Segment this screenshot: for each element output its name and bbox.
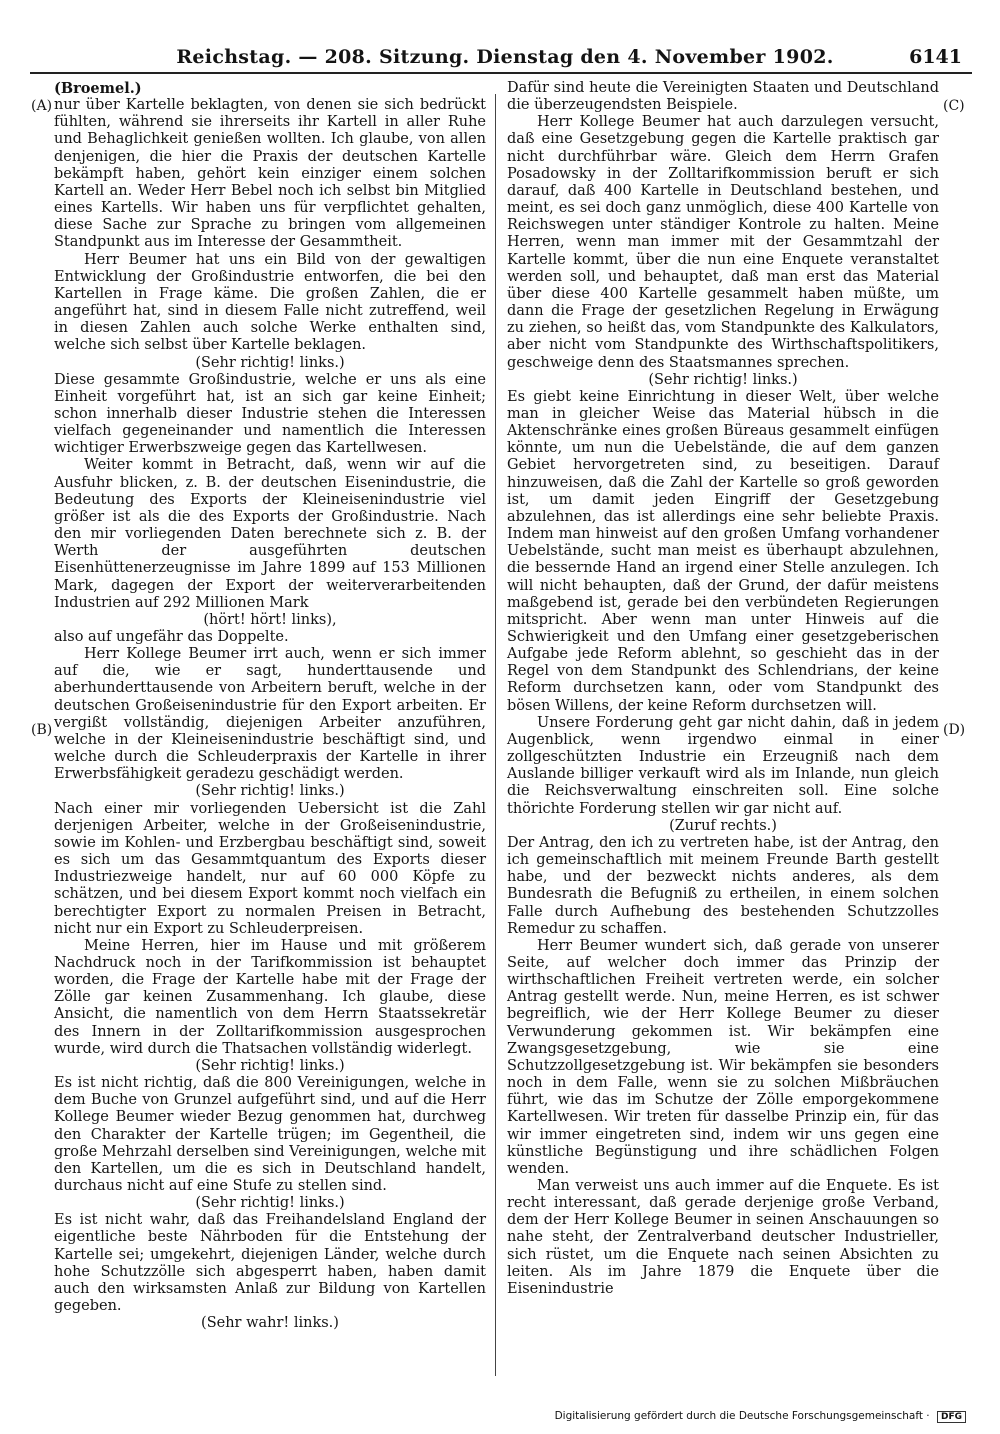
header-rule	[30, 72, 972, 74]
paragraph: Herr Beumer hat uns ein Bild von der gewaltigen Entwicklung der Großindustrie entworfen, die bei den Kartellen in Frage käme. Die großen Zahlen, die er angeführt hat, sind in diesem Falle nicht zutreffend, weil in diesen Zahlen auch solche Werke enthalten sind, welche sich selbst über Kartelle beklagen.	[54, 251, 486, 354]
paragraph: Es giebt keine Einrichtung in dieser Welt, über welche man in gleicher Weise das Material hübsch in die Aktenschränke eines großen Büreaus gesammelt einfügen könnte, um nun die Uebelstände, die auf dem ganzen Gebiet hervorgetreten sind, zu beseitigen. Darauf hinzuweisen, daß die Zahl der Kartelle so groß geworden ist, um damit jeden Eingriff der Gesetzgebung abzulehnen, das ist allerdings eine sehr beliebte Praxis. Indem man hinweist auf den großen Umfang vorhandener Uebelstände, sucht man meist es überhaupt abzulehnen, die bessernde Hand an irgend einer Stelle anzulegen. Ich will nicht behaupten, daß der Grund, der dafür meistens maßgebend ist, gerade bei den verbündeten Regierungen mitspricht. Aber wenn man unter Hinweis auf die Schwierigkeit und den Umfang einer gesetzgeberischen Aufgabe jede Reform ablehnt, so geschieht das in der Regel von dem Standpunkt des Schlendrians, der keine Reform durchsetzen kann, oder vom Standpunkt des bösen Willens, der keine Reform durchsetzen will.	[507, 388, 939, 714]
left-column	[54, 80, 486, 1332]
paragraph: Der Antrag, den ich zu vertreten habe, ist der Antrag, den ich gemeinschaftlich mit meinem Freunde Barth gestellt habe, und der bezweckt nichts anderes, als dem Bundesrath die Befugniß zu ertheilen, in einem solchen Falle durch Aufhebung des bestehenden Schutzzolles Remedur zu schaffen.	[507, 834, 939, 937]
paragraph: Dafür sind heute die Vereinigten Staaten und Deutschland die überzeugendsten Beispiele.	[507, 80, 939, 114]
interjection: (Zuruf rechts.)	[669, 817, 777, 834]
interjection: (Sehr richtig! links.)	[195, 783, 345, 800]
interjection: (Sehr richtig! links.)	[648, 371, 798, 388]
column-divider	[495, 94, 496, 1376]
paragraph: Herr Kollege Beumer irrt auch, wenn er sich immer auf die, wie er sagt, hunderttausende und aberhunderttausende von Arbeitern beruft, welche in der deutschen Großeisenindustrie für den Export arbeiten. Er vergißt vollständig, diejenigen Arbeiter anzuführen, welche in der Kleineisenindustrie beschäftigt sind, und welche durch die Schleuderpraxis der Kartelle in ihrer Erwerbsfähigkeit geradezu geschädigt werden.	[54, 646, 486, 783]
page-header-title: Reichstag. — 208. Sitzung. Dienstag den 4. November 1902.	[176, 46, 834, 68]
paragraph: Weiter kommt in Betracht, daß, wenn wir auf die Ausfuhr blicken, z. B. der deutschen Eisenindustrie, die Bedeutung des Exports der Kleineisenindustrie viel größer ist als die des Exports der Großindustrie. Nach den mir vorliegenden Daten berechnete sich z. B. der Werth der ausgeführten deutschen Eisenhüttenerzeugnisse im Jahre 1899 auf 153 Millionen Mark, dagegen der Export der weiterverarbeitenden Industrien auf 292 Millionen Mark	[54, 457, 486, 611]
paragraph: Es ist nicht richtig, daß die 800 Vereinigungen, welche in dem Buche von Grunzel aufgeführt sind, und auf die Herr Kollege Beumer wieder Bezug genommen hat, durchweg den Charakter der Kartelle trügen; im Gegentheil, die große Mehrzahl derselben sind Vereinigungen, welche mit den Kartellen, um die es sich in Deutschland handelt, durchaus nicht auf eine Stufe zu stellen sind.	[54, 1075, 486, 1194]
paragraph: Diese gesammte Großindustrie, welche er uns als eine Einheit vorgeführt hat, ist an sich gar keine Einheit; schon innerhalb dieser Industrie stehen die Interessen vielfach gegeneinander und namentlich die Interessen wichtiger Erwerbszweige gegen das Kartellwesen.	[54, 371, 486, 457]
interjection: (Sehr wahr! links.)	[201, 1315, 339, 1332]
interjection: (hört! hört! links),	[203, 611, 337, 628]
paragraph: Man verweist uns auch immer auf die Enquete. Es ist recht interessant, daß gerade derjenige große Verband, dem der Herr Kollege Beumer in seinen Anschauungen so nahe steht, der Zentralverband deutscher Industrieller, sich rüstet, um die Enquete nach seinen Absichten zu leiten. Als im Jahre 1879 die Enquete über die Eisenindustrie	[507, 1178, 939, 1297]
paragraph: Herr Kollege Beumer hat auch darzulegen versucht, daß eine Gesetzgebung gegen die Kartelle praktisch gar nicht durchführbar wäre. Gleich dem Herrn Grafen Posadowsky in der Zolltarifkommission beruft er sich darauf, daß 400 Kartelle in Deutschland bestehen, und meint, es sei doch ganz unmöglich, diese 400 Kartelle von Reichswegen unter ständiger Kontrole zu halten. Meine Herren, wenn man immer mit der Gesammtzahl der Kartelle kommt, über die nun eine Enquete veranstaltet werden soll, und behauptet, daß man erst das Material über diese 400 Kartelle gesammelt haben müßte, um dann die Frage der gesetzlichen Regelung in Erwägung zu ziehen, so heißt das, vom Standpunkte des Kalkulators, aber nicht vom Standpunkte des Wirthschaftspolitikers, geschweige denn des Staatsmannes sprechen.	[507, 114, 939, 371]
margin-marker-c: (C)	[943, 98, 965, 114]
interjection: (Sehr richtig! links.)	[195, 1057, 345, 1074]
paragraph: also auf ungefähr das Doppelte.	[54, 629, 289, 645]
paragraph: nur über Kartelle beklagten, von denen sie sich bedrückt fühlten, während sie ihrerseits ihr Kartell in aller Ruhe und Behaglichkeit genießen wollten. Ich glaube, von allen denjenigen, die hier die Praxis der deutschen Kartelle bekämpft haben, gehört kein einziger einem solchen Kartell an. Weder Herr Bebel noch ich selbst bin Mitglied eines Kartells. Wir haben uns für verpflichtet gehalten, diese Sache zur Sprache zu bringen vom allgemeinen Standpunkt aus im Interesse der Gesammtheit.	[54, 97, 486, 251]
speaker-name: (Broemel.)	[54, 80, 142, 97]
paragraph: Unsere Forderung geht gar nicht dahin, daß in jedem Augenblick, wenn irgendwo einmal in einer zollgeschützten Industrie ein Erzeugniß nach dem Auslande billiger verkauft wird als im Inlande, nun gleich die Reichsverwaltung einschreiten soll. Eine solche thörichte Forderung stellen wir gar nicht auf.	[507, 714, 939, 817]
right-column	[507, 80, 939, 1298]
margin-marker-d: (D)	[943, 722, 966, 738]
interjection: (Sehr richtig! links.)	[195, 1195, 345, 1212]
page-number: 6141	[909, 46, 962, 68]
footer-credit	[555, 1410, 966, 1423]
paragraph: Es ist nicht wahr, daß das Freihandelsland England der eigentliche beste Nährboden für die Entstehung der Kartelle sei; umgekehrt, diejenigen Länder, welche durch hohe Schutzzölle sich abgesperrt haben, haben damit auch den wirksamsten Anlaß zur Bildung von Kartellen gegeben.	[54, 1212, 486, 1315]
margin-marker-a: (A)	[31, 98, 53, 114]
footer-text: Digitalisierung gefördert durch die Deutsche Forschungsgemeinschaft ·	[554, 1410, 930, 1422]
interjection: (Sehr richtig! links.)	[195, 354, 345, 371]
paragraph: Nach einer mir vorliegenden Uebersicht ist die Zahl derjenigen Arbeiter, welche in der Großeisenindustrie, sowie im Kohlen- und Erzbergbau beschäftigt sind, soweit es sich um das Gesammtquantum des Exports dieser Industriezweige handelt, nur auf 60 000 Köpfe zu schätzen, und bei diesem Export kommt noch vielfach ein berechtigter Export zu normalen Preisen in Betracht, nicht nur ein Export zu Schleuderpreisen.	[54, 800, 486, 937]
paragraph: Meine Herren, hier im Hause und mit größerem Nachdruck noch in der Tarifkommission ist behauptet worden, die Frage der Kartelle habe mit der Frage der Zölle gar keinen Zusammenhang. Ich glaube, diese Ansicht, die namentlich von dem Herrn Staatssekretär des Innern in der Zolltarifkommission ausgesprochen wurde, wird durch die Thatsachen vollständig widerlegt.	[54, 937, 486, 1057]
dfg-logo: DFG	[937, 1411, 966, 1423]
page-header	[40, 44, 970, 72]
paragraph: Herr Beumer wundert sich, daß gerade von unserer Seite, auf welcher doch immer das Prinzip der wirthschaftlichen Freiheit vertreten werde, ein solcher Antrag gestellt werde. Nun, meine Herren, es ist schwer begreiflich, wie der Herr Kollege Beumer zu dieser Verwunderung gekommen ist. Wir bekämpfen eine Zwangsgesetzgebung, wie sie eine Schutzzollgesetzgebung ist. Wir bekämpfen sie besonders noch in dem Falle, wenn sie zu solchen Mißbräuchen führt, wie das im Schutze der Zölle emporgekommene Kartellwesen. Wir treten für dasselbe Prinzip ein, für das wir immer eingetreten sind, indem wir uns gegen eine künstliche Begünstigung und ihre schädlichen Folgen wenden.	[507, 937, 939, 1177]
margin-marker-b: (B)	[31, 722, 53, 738]
